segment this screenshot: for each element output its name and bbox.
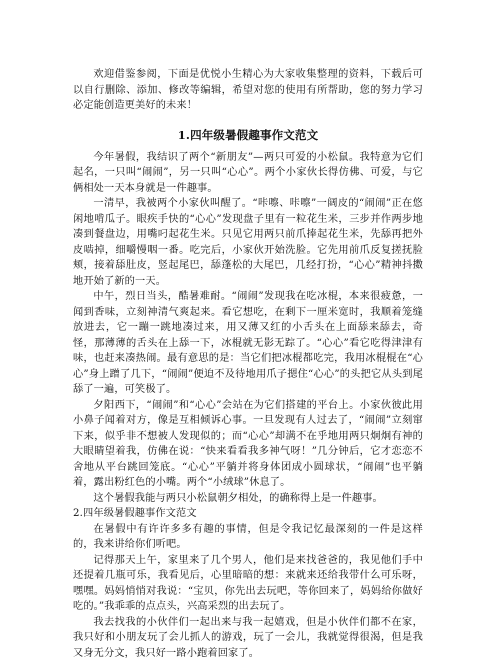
article-2-paragraph: 我去找我的小伙伴们一起出来与我一起嬉戏，但是小伙伴们都不在家，我只好和小朋友玩了会儿抓人的游戏，玩了一会儿，我就觉得很渴，但是我又身无分文，我只好一路小跑着回家了。 [73, 615, 423, 661]
article-1-title: 1.四年级暑假趣事作文范文 [73, 127, 423, 144]
article-1-paragraph: 今年暑假，我结识了两个“新朋友”—两只可爱的小松鼠。我特意为它们起名，一只叫“闹闹”，另一只叫“心心”。两个小家伙长得仿佛、可爱，与它俩相处一天本身就是一件趣事。 [73, 150, 423, 197]
article-1-paragraph: 中午，烈日当头，酷暑难耐。“闹闹”发现我在吃冰棍，本来很疲惫，一闻到香味，立刻神清气爽起来。看它想吃，在剩下一厘米宽时，我顺着笼缝放进去，它一蹦一跳地凑过来，用又薄又红的小舌头在上面舔来舔去，奇怪，那薄薄的舌头在上舔一下，冰棍就无影无踪了。“心心”看它吃得津津有味，也赶来凑热闹。最有意思的是：当它们把冰棍都吃完，我用冰棍棍在“心心”身上蹭了几下，“闹闹”便迫不及待地用爪子摁住“心心”的头把它从头到尾舔了一遍，可笑极了。 [73, 289, 423, 398]
article-1-paragraph: 夕阳西下，“闹闹”和“心心”会站在为它们搭建的平台上。小家伙彼此用小鼻子闻着对方，像是互相倾诉心事。一旦发现有人过去了，“闹闹”立刻窜下来，似乎非不想被人发现似的；而“心心”却满不在乎地用两只炯炯有神的大眼睛望着我，仿佛在说：“快来看看我多神气呀！”几分钟后，它才恋恋不舍地从平台跳回笼底。“心心”平躺并将身体团成小圆球状，“闹闹”也平躺着，露出粉红色的小嘴。两个“小绒球”休息了。 [73, 398, 423, 491]
article-2-paragraph: 在暑假中有许许多多有趣的事情，但是令我记忆最深刻的一件是这样的，我来讲给你们听吧。 [73, 522, 423, 553]
article-1-paragraph: 一清早，我被两个小家伙叫醒了。“咔嚓、咔嚓”一阔皮的“闹闹”正在悠闲地啃瓜子。眼疾手快的“心心”发现盘子里有一粒花生米，三步并作两步地凑到餐盘边，用嘴叼起花生米。只见它用两只前爪捧起花生米，先舔再把外皮啮掉，细嚼慢咽一番。吃完后，小家伙开始洗脸。它先用前爪反复搓抚脸颊，接着舔肚皮，竖起尾巴，舔蓬松的大尾巴，几经打扮，“心心”精神抖擞地开始了新的一天。 [73, 196, 423, 289]
intro-paragraph: 欢迎借鉴参阅，下面是优悦小生精心为大家收集整理的资料，下载后可以自行删除、添加、修改等编辑，希望对您的使用有所帮助，您的努力学习必定能创造更美好的未来！ [73, 67, 423, 114]
article-1-paragraph: 这个暑假我能与两只小松鼠朝夕相处，的确称得上是一件趣事。 [73, 491, 423, 507]
article-2-title: 2.四年级暑假趣事作文范文 [73, 506, 423, 522]
article-2-paragraph: 记得那天上午，家里来了几个男人，他们是来找爸爸的，我见他们手中还提着几瓶可乐，我看见后，心里暗暗的想：来就来还给我带什么可乐呀，嘿嘿。妈妈悄悄对我说：“宝贝，你先出去玩吧，等你回来了，妈妈给你做好吃的。”我乖乖的点点头，兴高采烈的出去玩了。 [73, 553, 423, 615]
document-body [73, 67, 423, 661]
